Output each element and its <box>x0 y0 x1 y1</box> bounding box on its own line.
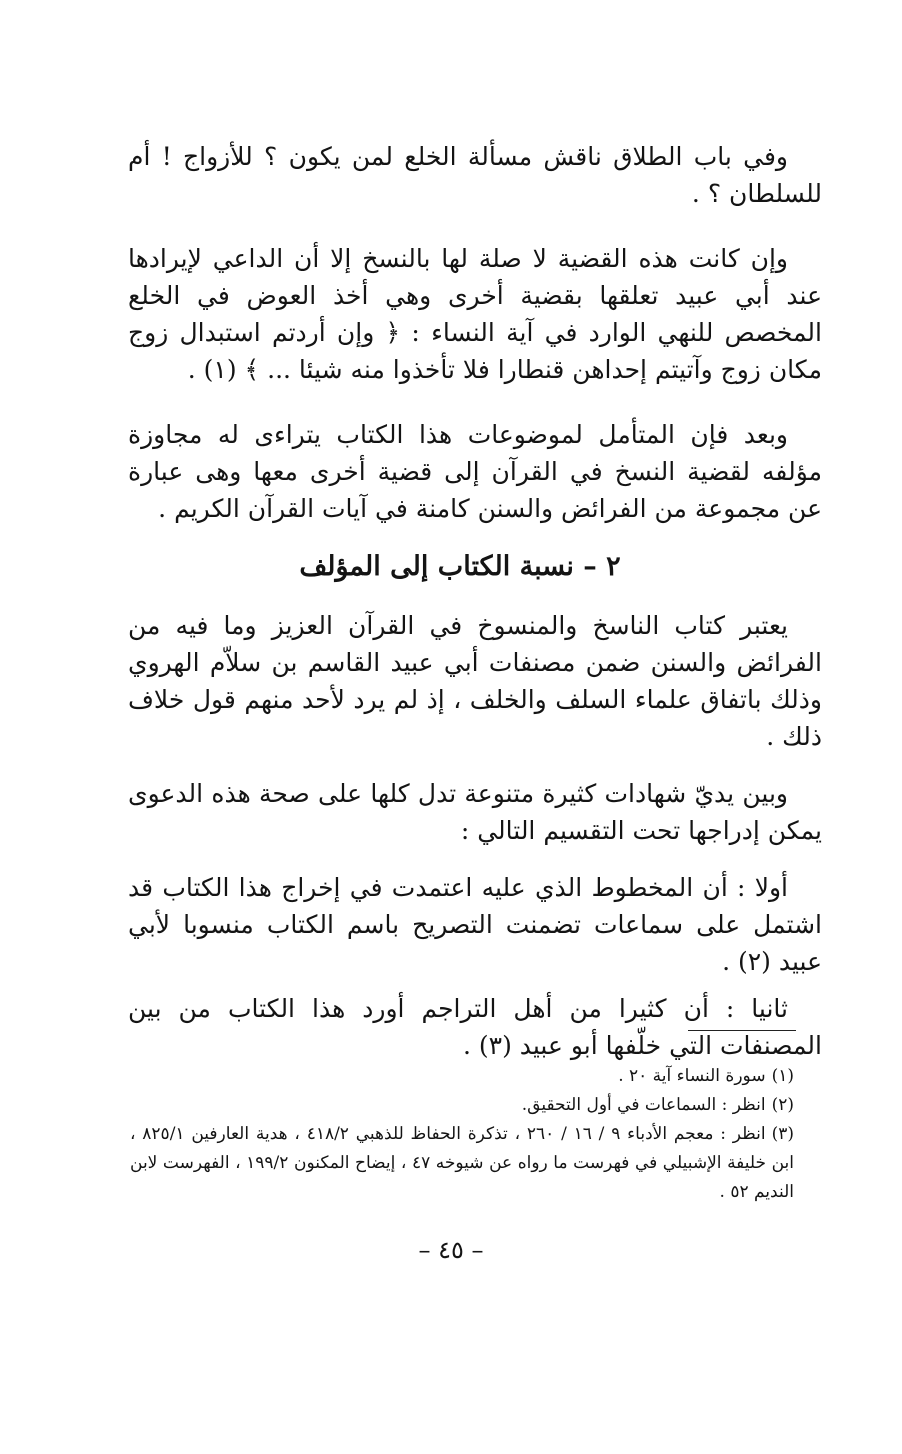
paragraph-khul: وفي باب الطلاق ناقش مسألة الخلع لمن يكون ؟ للأزواج ! أم للسلطان ؟ . <box>128 142 822 208</box>
paragraph-second-evidence: ثانيا : أن كثيرا من أهل التراجم أورد هذا الكتاب من بين المصنفات التي خلّفها أبو عبيد (٣) . <box>128 994 822 1060</box>
paragraph-attribution: يعتبر كتاب الناسخ والمنسوخ في القرآن العزيز وما فيه من الفرائض والسنن ضمن مصنفات أبي عبيد القاسم بن سلاّم الهروي وذلك باتفاق علماء السلف والخلف ، إذ لم يرد لأحد منهم قول خلاف ذلك . <box>128 611 822 751</box>
footnote-marker: (١) <box>771 1066 794 1086</box>
main-text <box>128 138 822 1064</box>
footnote-text: سورة النساء آية ٢٠ . <box>618 1066 766 1086</box>
footnote-text: انظر : معجم الأدباء ٩ / ١٦ / ٢٦٠ ، تذكرة الحفاظ للذهبي ٤١٨/٢ ، هدية العارفين ٨٢٥/١ ، ابن خليفة الإشبيلي في فهرست ما رواه عن شيوخه ٤٧ ، إيضاح المكنون ١٩٩/٢ ، الفهرست لابن النديم ٥٢ . <box>130 1124 794 1202</box>
paragraph-nisa-verse: وإن كانت هذه القضية لا صلة لها بالنسخ إلا أن الداعي لإيرادها عند أبي عبيد تعلقها بقضية أخرى وهي أخذ العوض في الخلع المخصص للنهي الوارد في آية النساء : ﴿ وإن أردتم استبدال زوج مكان زوج وآتيتم إحداهن قنطارا فلا تأخذوا منه شيئا ... ﴾ (١) . <box>128 244 822 384</box>
paragraph-first-evidence: أولا : أن المخطوط الذي عليه اعتمدت في إخراج هذا الكتاب قد اشتمل على سماعات تضمنت التصريح باسم الكتاب منسوبا لأبي عبيد (٢) . <box>128 873 822 976</box>
section-heading: ٢ – نسبة الكتاب إلى المؤلف <box>299 551 621 582</box>
footnote-3 <box>130 1120 794 1207</box>
footnotes <box>130 1062 794 1207</box>
page-number: – ٤٥ – <box>418 1236 484 1264</box>
footnote-1 <box>130 1062 794 1091</box>
footnote-divider <box>688 1030 796 1031</box>
footnote-text: انظر : السماعات في أول التحقيق. <box>521 1095 766 1115</box>
footnote-marker: (٢) <box>771 1095 794 1115</box>
paragraph-testimonies: وبين يديّ شهادات كثيرة متنوعة تدل كلها على صحة هذه الدعوى يمكن إدراجها تحت التقسيم التالي : <box>128 779 822 845</box>
footnote-2 <box>130 1091 794 1120</box>
footnote-marker: (٣) <box>771 1124 794 1144</box>
paragraph-faraid: وبعد فإن المتأمل لموضوعات هذا الكتاب يتراءى له مجاوزة مؤلفه لقضية النسخ في القرآن إلى قضية أخرى معها وهى عبارة عن مجموعة من الفرائض والسنن كامنة في آيات القرآن الكريم . <box>128 420 822 523</box>
